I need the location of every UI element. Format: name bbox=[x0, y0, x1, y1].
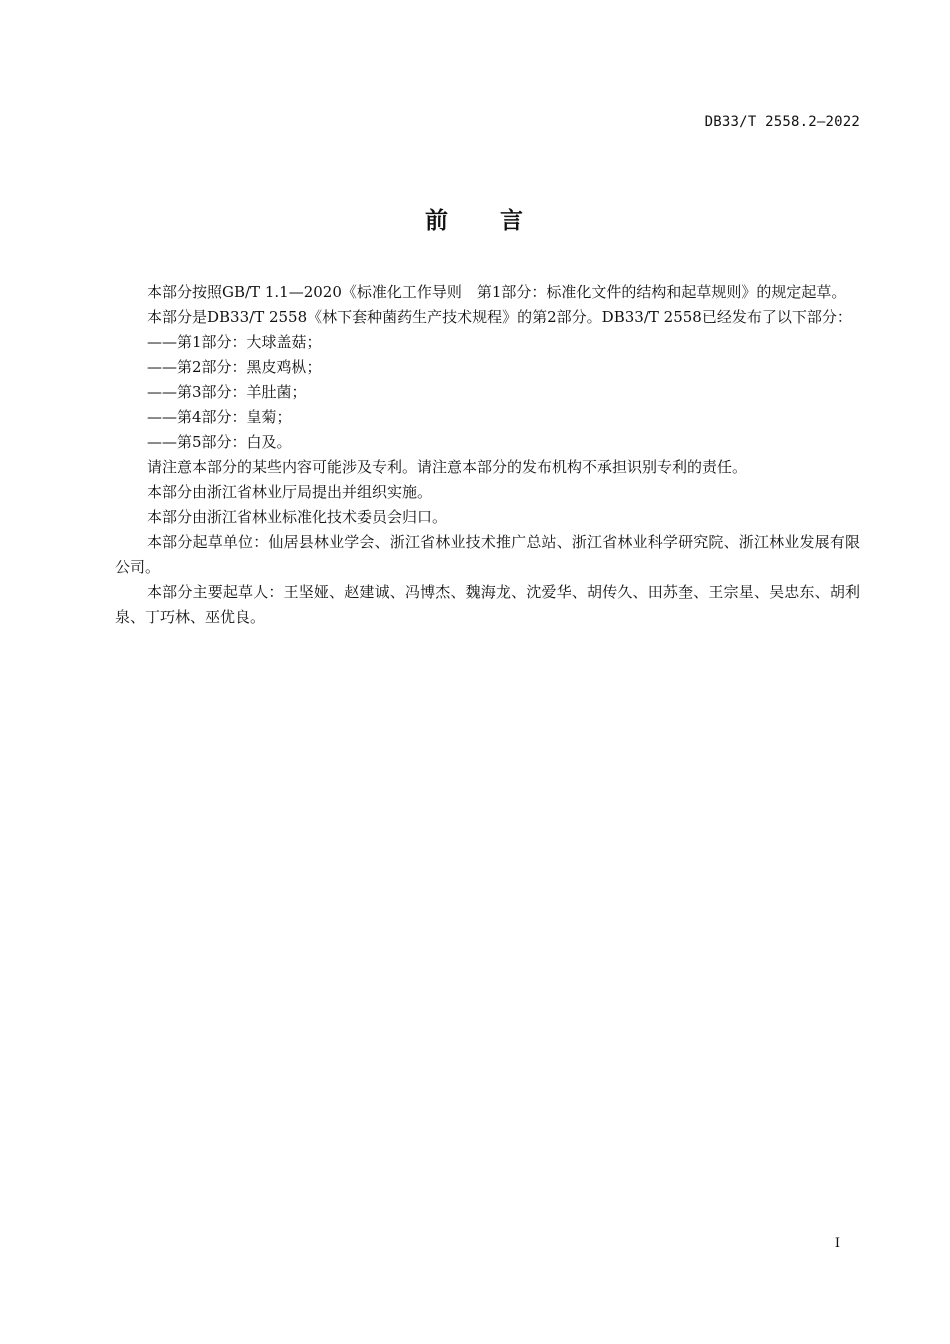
paragraph-part-overview: 本部分是DB33/T 2558《林下套种菌药生产技术规程》的第2部分。DB33/T 2558已经发布了以下部分： bbox=[147, 308, 852, 326]
document-code: DB33/T 2558.2—2022 bbox=[704, 114, 860, 130]
paragraph-drafters: 本部分主要起草人：王坚娅、赵建诚、冯博杰、魏海龙、沈爱华、胡传久、田苏奎、王宗星、吴忠东、胡利泉、丁巧林、巫优良。 bbox=[115, 583, 860, 626]
page-title: 前 言 bbox=[425, 208, 525, 234]
foreword-body bbox=[115, 280, 860, 630]
paragraph-drafting-rules: 本部分按照GB/T 1.1—2020《标准化工作导则 第1部分：标准化文件的结构和起草规则》的规定起草。 bbox=[147, 283, 847, 301]
list-item-part-3: ——第3部分：羊肚菌； bbox=[147, 383, 307, 401]
page-number: I bbox=[834, 1236, 840, 1251]
paragraph-drafting-units: 本部分起草单位：仙居县林业学会、浙江省林业技术推广总站、浙江省林业科学研究院、浙江林业发展有限公司。 bbox=[115, 533, 860, 576]
paragraph-committee: 本部分由浙江省林业标准化技术委员会归口。 bbox=[147, 508, 448, 526]
paragraph-proposer: 本部分由浙江省林业厅局提出并组织实施。 bbox=[147, 483, 433, 501]
paragraph-patent-notice: 请注意本部分的某些内容可能涉及专利。请注意本部分的发布机构不承担识别专利的责任。 bbox=[147, 458, 748, 476]
list-item-part-4: ——第4部分：皇菊； bbox=[147, 408, 292, 426]
list-item-part-1: ——第1部分：大球盖菇； bbox=[147, 333, 322, 351]
list-item-part-2: ——第2部分：黑皮鸡枞； bbox=[147, 358, 322, 376]
list-item-part-5: ——第5部分：白及。 bbox=[147, 433, 292, 451]
